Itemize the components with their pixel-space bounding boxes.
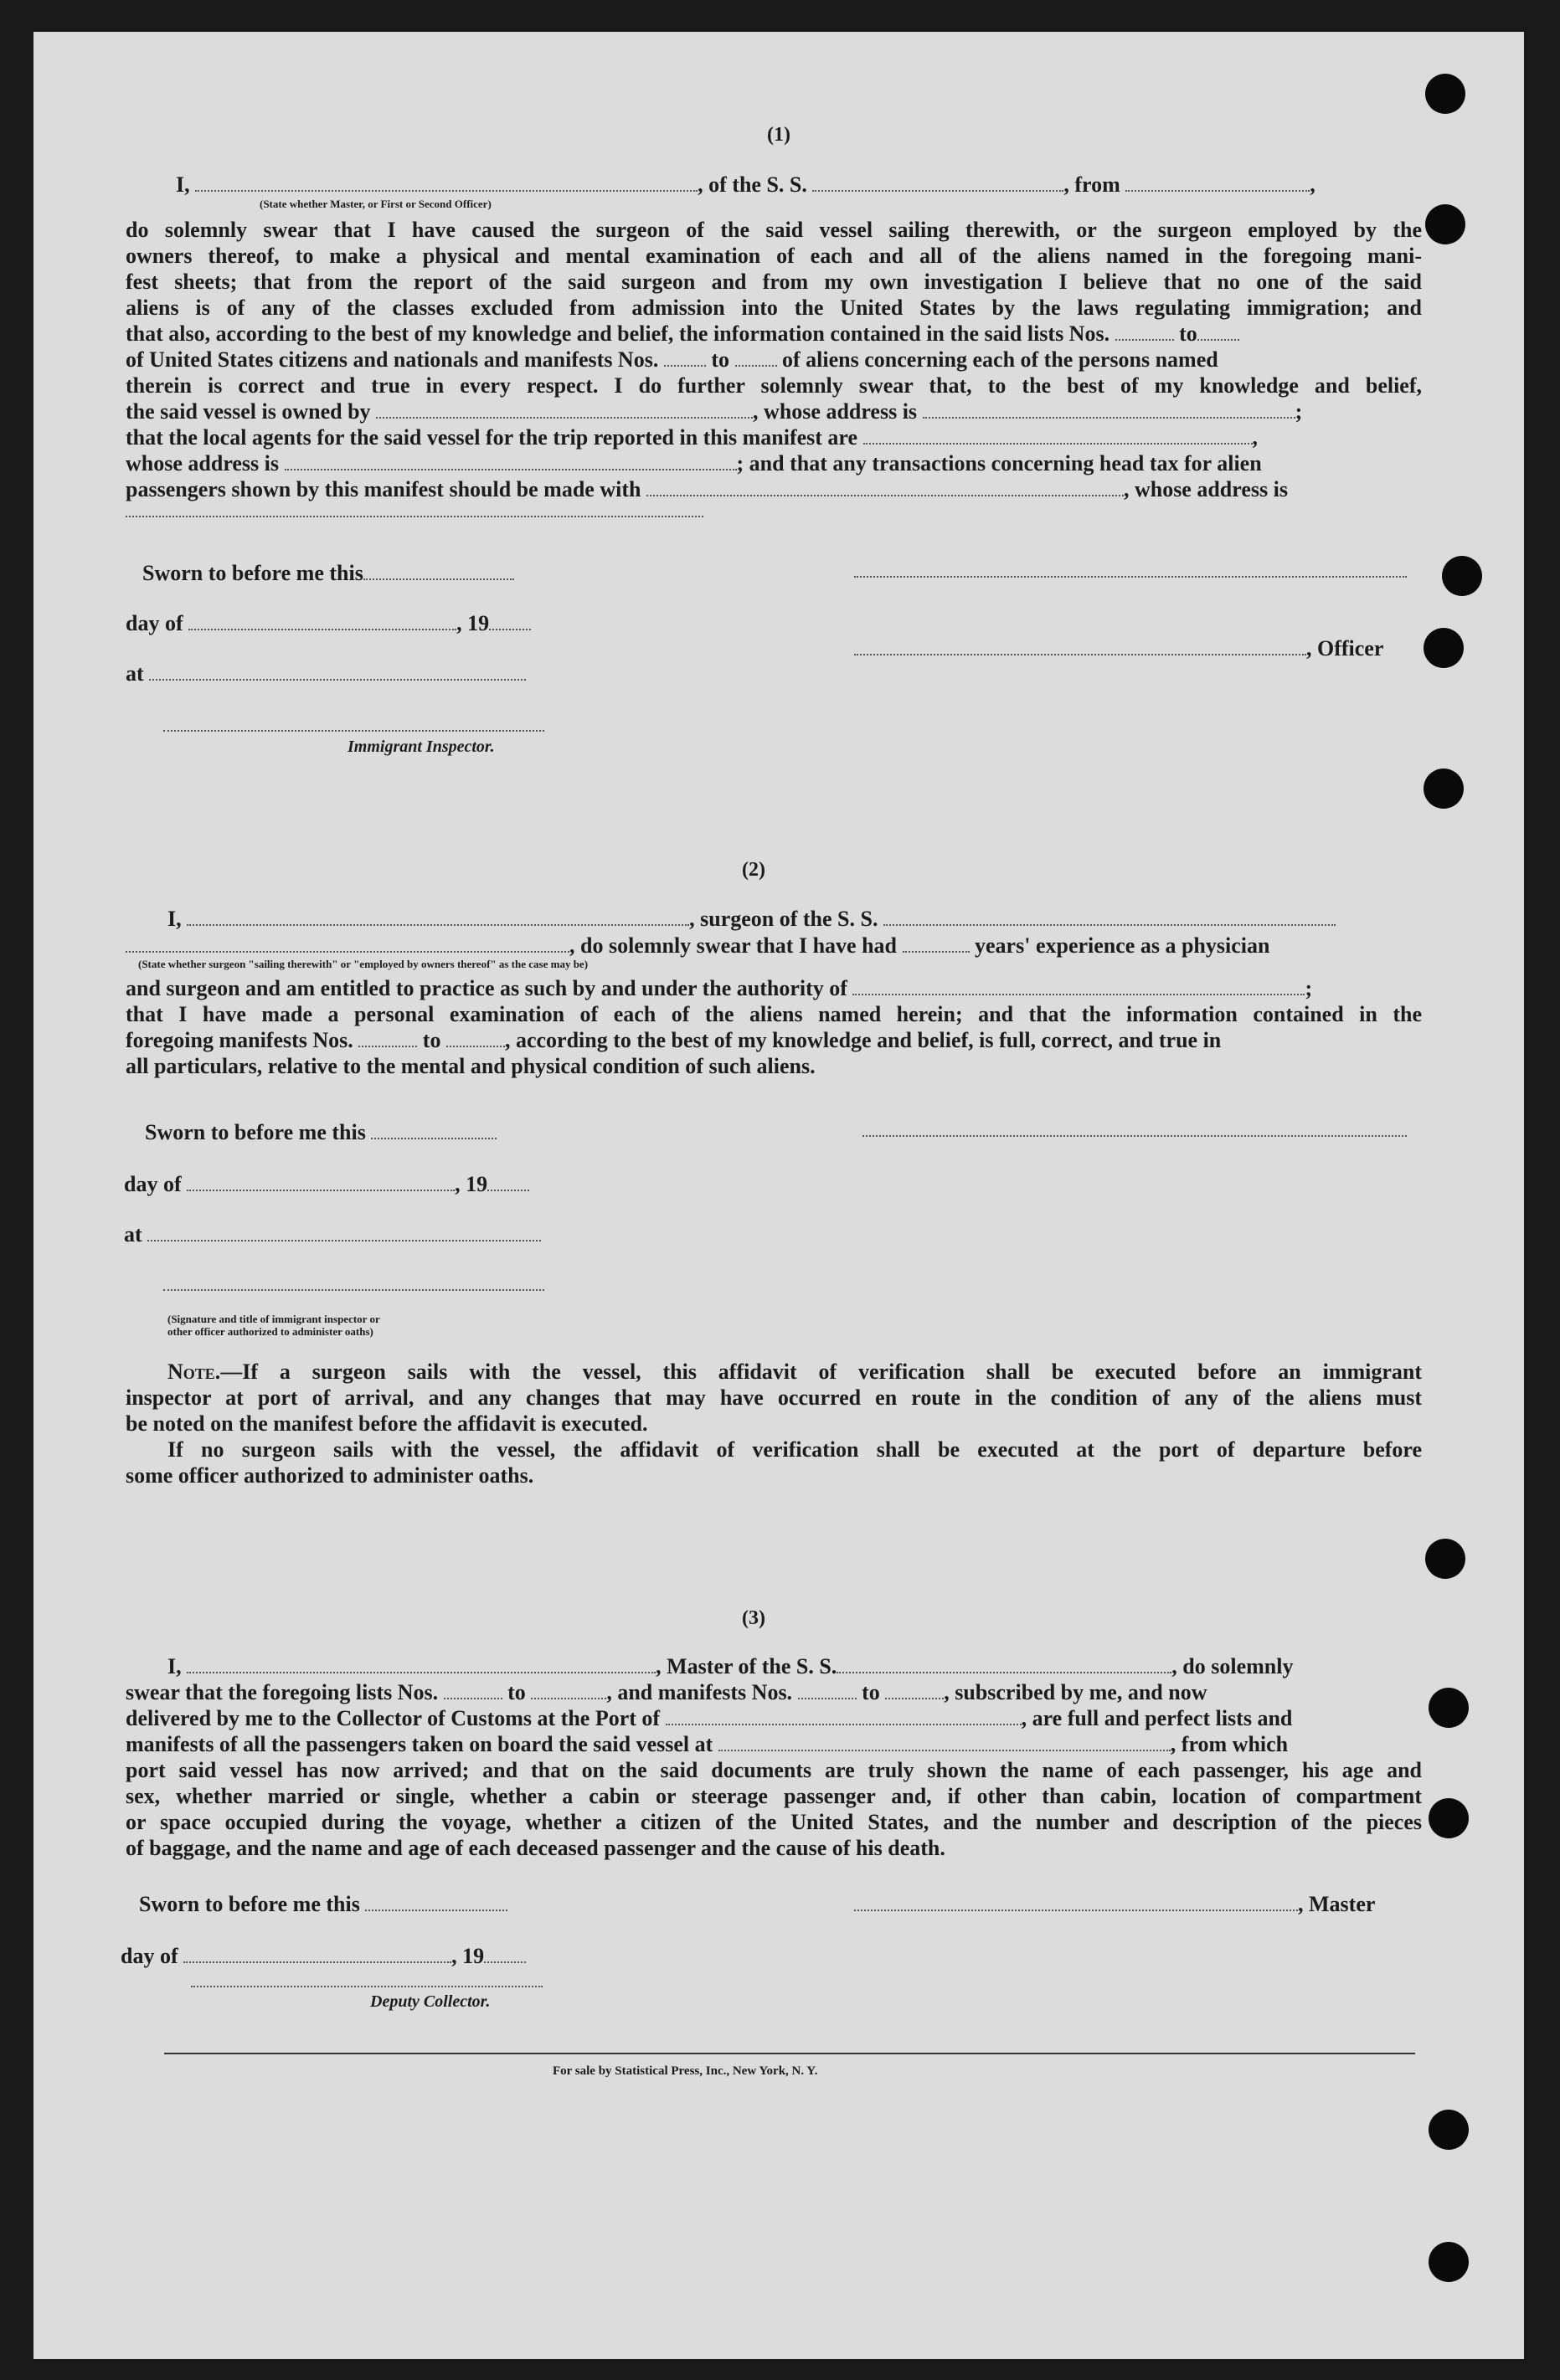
footer-rule — [164, 2053, 1415, 2054]
label: , from which — [1170, 1732, 1289, 1756]
section-1-para-line: that the local agents for the said vessel for the trip reported in this manifest are , — [126, 425, 1259, 450]
day-field[interactable] — [183, 1946, 451, 1963]
label: ; and that any transactions concerning head tax for alien — [736, 451, 1262, 475]
port-field[interactable] — [666, 1709, 1022, 1725]
label: , 19 — [451, 1944, 485, 1968]
year-field[interactable] — [484, 1946, 526, 1963]
inspector-signature-line[interactable] — [163, 730, 544, 732]
label: , from — [1063, 172, 1120, 197]
binder-hole — [1429, 1798, 1469, 1838]
label: to — [422, 1028, 441, 1052]
master-signature-field[interactable] — [854, 1894, 1298, 1911]
section-2-line-1 — [167, 907, 1336, 932]
section-1-heading: (1) — [767, 124, 790, 146]
section-1-para-line — [126, 477, 1288, 502]
vessel-name-field[interactable] — [812, 175, 1063, 192]
section-3-line-4 — [126, 1732, 1288, 1757]
sworn-date-field[interactable] — [371, 1123, 497, 1139]
section-1-para-line — [126, 347, 1218, 373]
day-line — [124, 1172, 529, 1197]
year-field[interactable] — [489, 614, 531, 630]
officer-name-field[interactable] — [195, 175, 698, 192]
list-to-field[interactable] — [1197, 324, 1239, 341]
list-from-field[interactable] — [444, 1683, 502, 1699]
section-2-line-3 — [126, 976, 1312, 1001]
label: ; — [1305, 976, 1313, 1000]
label: , and manifests Nos. — [606, 1680, 793, 1704]
at-line — [126, 661, 526, 686]
manifest-to-field[interactable] — [735, 350, 777, 367]
address-continuation-line[interactable] — [126, 516, 703, 517]
note-line — [167, 1360, 1422, 1385]
section-3-line-6: sex, whether married or single, whether a cabin or steerage passenger and, if other than cabin, location of compartment — [126, 1784, 1422, 1808]
day-field[interactable] — [188, 614, 456, 630]
section-2-heading: (2) — [742, 859, 765, 881]
section-1-para-line: therein is correct and true in every respect. I do further solemnly swear that, to the best of my knowledge and belief, — [126, 373, 1422, 398]
note-line: some officer authorized to administer oaths. — [126, 1463, 534, 1488]
label: , 19 — [455, 1172, 488, 1196]
label: swear that the foregoing lists Nos. — [126, 1680, 439, 1704]
label: Sworn to before me this — [139, 1892, 360, 1916]
day-line — [126, 611, 531, 636]
section-1-para-line — [126, 321, 1239, 347]
label: to — [862, 1680, 880, 1704]
label: day of — [124, 1172, 182, 1196]
label: of aliens concerning each of the persons named — [782, 347, 1218, 372]
label: , surgeon of the S. S. — [689, 907, 878, 931]
label: , do solemnly — [1171, 1654, 1294, 1678]
binder-hole — [1425, 74, 1465, 114]
years-field[interactable] — [903, 936, 970, 953]
section-1-para-line: aliens is of any of the classes excluded from admission into the United States by the laws regulating immigration; and — [126, 296, 1422, 320]
label: to — [507, 1680, 526, 1704]
label: Sworn to before me this — [142, 561, 363, 585]
surgeon-name-field[interactable] — [187, 909, 689, 926]
label: , of the S. S. — [698, 172, 807, 197]
section-1-para-line — [126, 399, 1302, 424]
officer-title-field[interactable] — [854, 639, 1306, 655]
sworn-line — [142, 561, 514, 586]
surgeon-signature-line[interactable] — [862, 1135, 1407, 1137]
label: foregoing manifests Nos. — [126, 1028, 353, 1052]
officer-line — [854, 636, 1383, 661]
officer-note: (State whether Master, or First or Second Officer) — [260, 198, 492, 210]
section-2-line-6: all particulars, relative to the mental and physical condition of such aliens. — [126, 1054, 816, 1078]
surgeon-status-field[interactable] — [126, 936, 569, 953]
label: at — [126, 661, 144, 686]
label: at — [124, 1222, 142, 1247]
master-line — [854, 1892, 1375, 1917]
label: , Master of the S. S. — [656, 1654, 837, 1678]
at-line — [124, 1222, 541, 1247]
inspector-signature-line[interactable] — [163, 1289, 544, 1291]
signature-note: other officer authorized to administer oaths) — [167, 1325, 373, 1338]
day-field[interactable] — [187, 1175, 455, 1191]
section-1-para-line — [126, 451, 1262, 476]
inspector-label: Immigrant Inspector. — [348, 738, 495, 756]
label: to — [711, 347, 729, 372]
binder-hole — [1425, 204, 1465, 244]
at-place-field[interactable] — [149, 664, 526, 681]
section-1-para-line: do solemnly swear that I have caused the surgeon of the said vessel sailing therewith, or the surgeon employed by the — [126, 218, 1422, 242]
label: , do solemnly swear that I have had — [569, 933, 898, 958]
label: ; — [1295, 399, 1303, 424]
section-3-line-7: or space occupied during the voyage, whether a citizen of the United States, and the number and description of the pieces — [126, 1810, 1422, 1834]
label: , are full and perfect lists and — [1021, 1706, 1293, 1730]
binder-hole — [1429, 2242, 1469, 2282]
label: whose address is — [126, 451, 280, 475]
label: , according to the best of my knowledge and belief, is full, correct, and true in — [504, 1028, 1222, 1052]
agents-field[interactable] — [863, 428, 1253, 445]
label: —If a surgeon sails with the vessel, this affidavit of verification shall be executed before an immigrant — [220, 1360, 1422, 1384]
at-place-field[interactable] — [147, 1225, 541, 1241]
section-3-line-1 — [167, 1654, 1293, 1679]
label: day of — [126, 611, 183, 635]
section-2-line-5 — [126, 1028, 1221, 1053]
owner-address-field[interactable] — [923, 402, 1295, 419]
manifest-form-page — [33, 32, 1524, 2359]
label: I, — [176, 172, 190, 197]
binder-hole — [1425, 1539, 1465, 1579]
label: , whose address is — [753, 399, 918, 424]
label: , 19 — [456, 611, 490, 635]
note-label: Note. — [167, 1360, 221, 1384]
list-to-field[interactable] — [531, 1683, 606, 1699]
section-3-line-3 — [126, 1706, 1292, 1731]
sworn-date-field[interactable] — [363, 563, 514, 580]
label: to — [1179, 321, 1197, 346]
list-from-field[interactable] — [1115, 324, 1174, 341]
manifest-from-field[interactable] — [798, 1683, 857, 1699]
manifest-from-field[interactable] — [358, 1031, 417, 1047]
port-from-field[interactable] — [1125, 175, 1310, 192]
sworn-line — [145, 1120, 497, 1145]
note-line: inspector at port of arrival, and any changes that may have occurred en route in the condition of any of the aliens must — [126, 1385, 1422, 1410]
label: years' experience as a physician — [975, 933, 1270, 958]
binder-hole — [1429, 2110, 1469, 2150]
master-name-field[interactable] — [187, 1657, 656, 1673]
deputy-signature-line[interactable] — [191, 1986, 543, 1987]
label: and surgeon and am entitled to practice as such by and under the authority of — [126, 976, 847, 1000]
section-1-line-1: I, , of the S. S. , from , — [176, 172, 1315, 197]
label: delivered by me to the Collector of Customs at the Port of — [126, 1706, 661, 1730]
section-1-para-line: owners thereof, to make a physical and mental examination of each and all of the aliens named in the foregoing mani- — [126, 244, 1422, 268]
label: , Officer — [1306, 636, 1384, 661]
label: that the local agents for the said vessel for the trip reported in this manifest are — [126, 425, 858, 450]
section-3-line-2 — [126, 1680, 1207, 1705]
vessel-name-field[interactable] — [837, 1657, 1171, 1673]
label: day of — [121, 1944, 178, 1968]
owner-field[interactable] — [376, 402, 753, 419]
label: , whose address is — [1123, 477, 1288, 501]
surgeon-note: (State whether surgeon "sailing therewith" or "employed by owners thereof" as the case may be) — [138, 958, 589, 970]
label: Sworn to before me this — [145, 1120, 366, 1144]
deputy-label: Deputy Collector. — [370, 1992, 491, 2011]
authority-field[interactable] — [852, 979, 1305, 995]
section-3-heading: (3) — [742, 1607, 765, 1629]
vessel-name-field[interactable] — [883, 909, 1336, 926]
label: the said vessel is owned by — [126, 399, 371, 424]
binder-hole — [1424, 628, 1464, 668]
section-2-line-4: that I have made a personal examination of each of the aliens named herein; and that the information contained in the — [126, 1002, 1422, 1026]
label: of United States citizens and nationals and manifests Nos. — [126, 347, 659, 372]
binder-hole — [1424, 768, 1464, 809]
port-of-embarkation-field[interactable] — [718, 1735, 1171, 1751]
label: that also, according to the best of my knowledge and belief, the information contained in the said lists Nos. — [126, 321, 1110, 346]
label: I, — [167, 1654, 182, 1678]
label: , Master — [1298, 1892, 1376, 1916]
officer-signature-line[interactable] — [854, 576, 1407, 578]
head-tax-agent-field[interactable] — [646, 480, 1124, 496]
binder-hole — [1429, 1688, 1469, 1728]
agents-address-field[interactable] — [285, 454, 737, 470]
section-3-line-5: port said vessel has now arrived; and that on the said documents are truly shown the name of each passenger, his age and — [126, 1758, 1422, 1782]
note-line: be noted on the manifest before the affidavit is executed. — [126, 1411, 648, 1436]
signature-note: (Signature and title of immigrant inspector or — [167, 1313, 380, 1325]
section-1-para-line: fest sheets; that from the report of the said surgeon and from my own investigation I believe that no one of the said — [126, 270, 1422, 294]
year-field[interactable] — [487, 1175, 529, 1191]
note-line: If no surgeon sails with the vessel, the affidavit of verification shall be executed at the port of departure before — [167, 1437, 1422, 1462]
label: manifests of all the passengers taken on board the said vessel at — [126, 1732, 713, 1756]
manifest-from-field[interactable] — [664, 350, 706, 367]
sworn-line — [139, 1892, 507, 1917]
section-2-line-2 — [126, 933, 1269, 959]
sworn-date-field[interactable] — [365, 1894, 507, 1911]
manifest-to-field[interactable] — [885, 1683, 944, 1699]
section-3-line-8: of baggage, and the name and age of each deceased passenger and the cause of his death. — [126, 1836, 945, 1860]
label: passengers shown by this manifest should be made with — [126, 477, 641, 501]
manifest-to-field[interactable] — [446, 1031, 505, 1047]
binder-hole — [1442, 556, 1482, 596]
label: I, — [167, 907, 182, 931]
label: , subscribed by me, and now — [944, 1680, 1207, 1704]
day-line — [121, 1944, 526, 1969]
printer-credit: For sale by Statistical Press, Inc., New York, N. Y. — [553, 2064, 818, 2078]
